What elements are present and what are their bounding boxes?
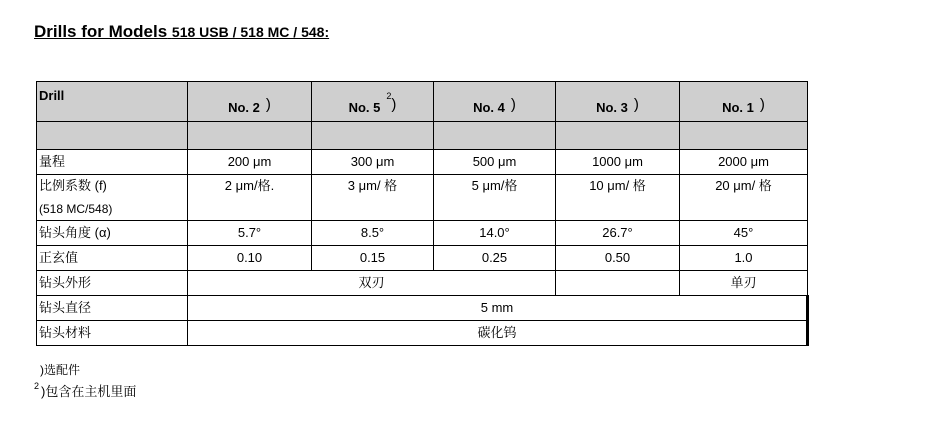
table-cell: 3 μm/ 格 [312, 175, 434, 221]
drill-no1: No. 1 ) [680, 82, 808, 122]
table-cell: 26.7° [556, 221, 680, 246]
drill-no2: No. 2 ) [188, 82, 312, 122]
table-cell: 0.15 [312, 246, 434, 271]
table-cell: 300 μm [312, 150, 434, 175]
table-row-shape [37, 271, 808, 296]
table-cell: 200 μm [188, 150, 312, 175]
table-row-scale [37, 175, 808, 221]
row-label: 钻头角度 (α) [37, 221, 188, 246]
table-cell-diameter: 5 mm [188, 296, 808, 321]
row-label: 钻头外形 [37, 271, 188, 296]
footnote-included [34, 381, 136, 400]
row-label: 正玄值 [37, 246, 188, 271]
page-title [34, 22, 329, 42]
footnote-mark: $^2$) [386, 91, 397, 113]
row-label: 钻头直径 [37, 296, 188, 321]
table-cell-single-edge: 单刃 [680, 271, 808, 296]
table-cell: 0.10 [188, 246, 312, 271]
drill-no4: No. 4 ) [434, 82, 556, 122]
table-cell: 500 μm [434, 150, 556, 175]
table-cell: 5.7° [188, 221, 312, 246]
footnote-mark: ) [510, 96, 516, 113]
drill-no3: No. 3 ) [556, 82, 680, 122]
table-row-range [37, 150, 808, 175]
table-cell: 0.25 [434, 246, 556, 271]
table-cell-material: 碳化钨 [188, 321, 808, 346]
table-cell: 2000 μm [680, 150, 808, 175]
table-cell: 10 μm/ 格 [556, 175, 680, 221]
footnote-text: )包含在主机里面 [41, 384, 137, 399]
table-spacer-row [37, 122, 808, 150]
table-cell: 45° [680, 221, 808, 246]
table-cell: 8.5° [312, 221, 434, 246]
table-header-row [37, 82, 808, 122]
table-row-angle [37, 221, 808, 246]
drill-no5: No. $5^2$) [312, 82, 434, 122]
table-cell: 1.0 [680, 246, 808, 271]
drill-spec-table [36, 81, 809, 346]
row-label: 比例系数 (f) (518 MC/548) [37, 175, 188, 221]
table-cell-blank [556, 271, 680, 296]
row-sublabel: (518 MC/548) [39, 202, 113, 216]
table-cell: 20 μm/ 格 [680, 175, 808, 221]
footnote-optional: )选配件 [40, 363, 80, 377]
title-models: 518 USB / 518 MC / 548: [171, 24, 330, 40]
title-text: Drills for Models [34, 22, 168, 41]
row-label: 量程 [37, 150, 188, 175]
table-row-diameter [37, 296, 808, 321]
table-cell: 1000 μm [556, 150, 680, 175]
footnote-sup: 2 [34, 380, 40, 391]
footnote-mark: ) [633, 96, 639, 113]
table-cell: 14.0° [434, 221, 556, 246]
footnote-mark: ) [265, 96, 271, 113]
table-cell: 5 μm/格 [434, 175, 556, 221]
table-row-material [37, 321, 808, 346]
footnote-mark: ) [759, 96, 765, 113]
table-cell-double-edge: 双刃 [188, 271, 556, 296]
table-cell: 2 μm/格. [188, 175, 312, 221]
row-label: 钻头材料 [37, 321, 188, 346]
table-row-sine [37, 246, 808, 271]
header-label: Drill [37, 82, 188, 122]
table-cell: 0.50 [556, 246, 680, 271]
